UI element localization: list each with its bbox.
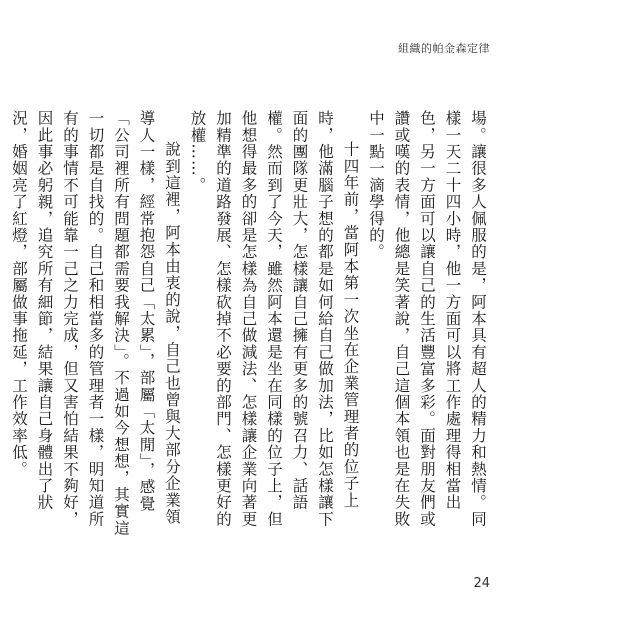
page-number: 24 [473, 576, 490, 591]
paragraph: 十四年前，當阿本第一次坐在企業管理者的位子上時，他滿腦子想的都是如何給自己做加法，比如怎樣讓下面的團隊更壯大，怎樣讓自己擁有更多的號召力、話語權。然而到了今天，雖然阿本還是坐在同樣的位子上，但他想得最多的卻是怎樣為自己做減法、怎樣讓企業向著更加精準的道路發展、怎樣砍掉不必要的部門、怎樣更好的放權……。 [188, 110, 360, 528]
vertical-body-text [10, 110, 490, 540]
paragraph: 說到這裡，阿本由衷的說，自己也曾與大部分企業領導人一樣，經常抱怨自己「太累」，部屬「太閒」，感覺「公司裡所有問題都需要我解決」。不過如今想想，其實這一切都是自找的。自己和相當多的管理者一樣，明知道所有的事情不可能靠一己之力完成，但又害怕結果不夠好，因此事必躬親，追究所有細節，結果讓自己身體出了狀況，婚姻亮了紅燈，部屬做事拖延，工作效率低。 [10, 110, 181, 537]
running-head-title: 組織的帕金森定律 [398, 42, 490, 55]
paragraph: 場。讓很多人佩服的是，阿本具有超人的精力和熱情。同樣一天二十四小時，他一方面可以將工作處理得相當出色，另一方面可以讓自己的生活豐富多彩。面對朋友們或讚或嘆的表情，他總是笑著說，自己這個本領也是在失敗中一點一滴學得的。 [367, 110, 487, 528]
